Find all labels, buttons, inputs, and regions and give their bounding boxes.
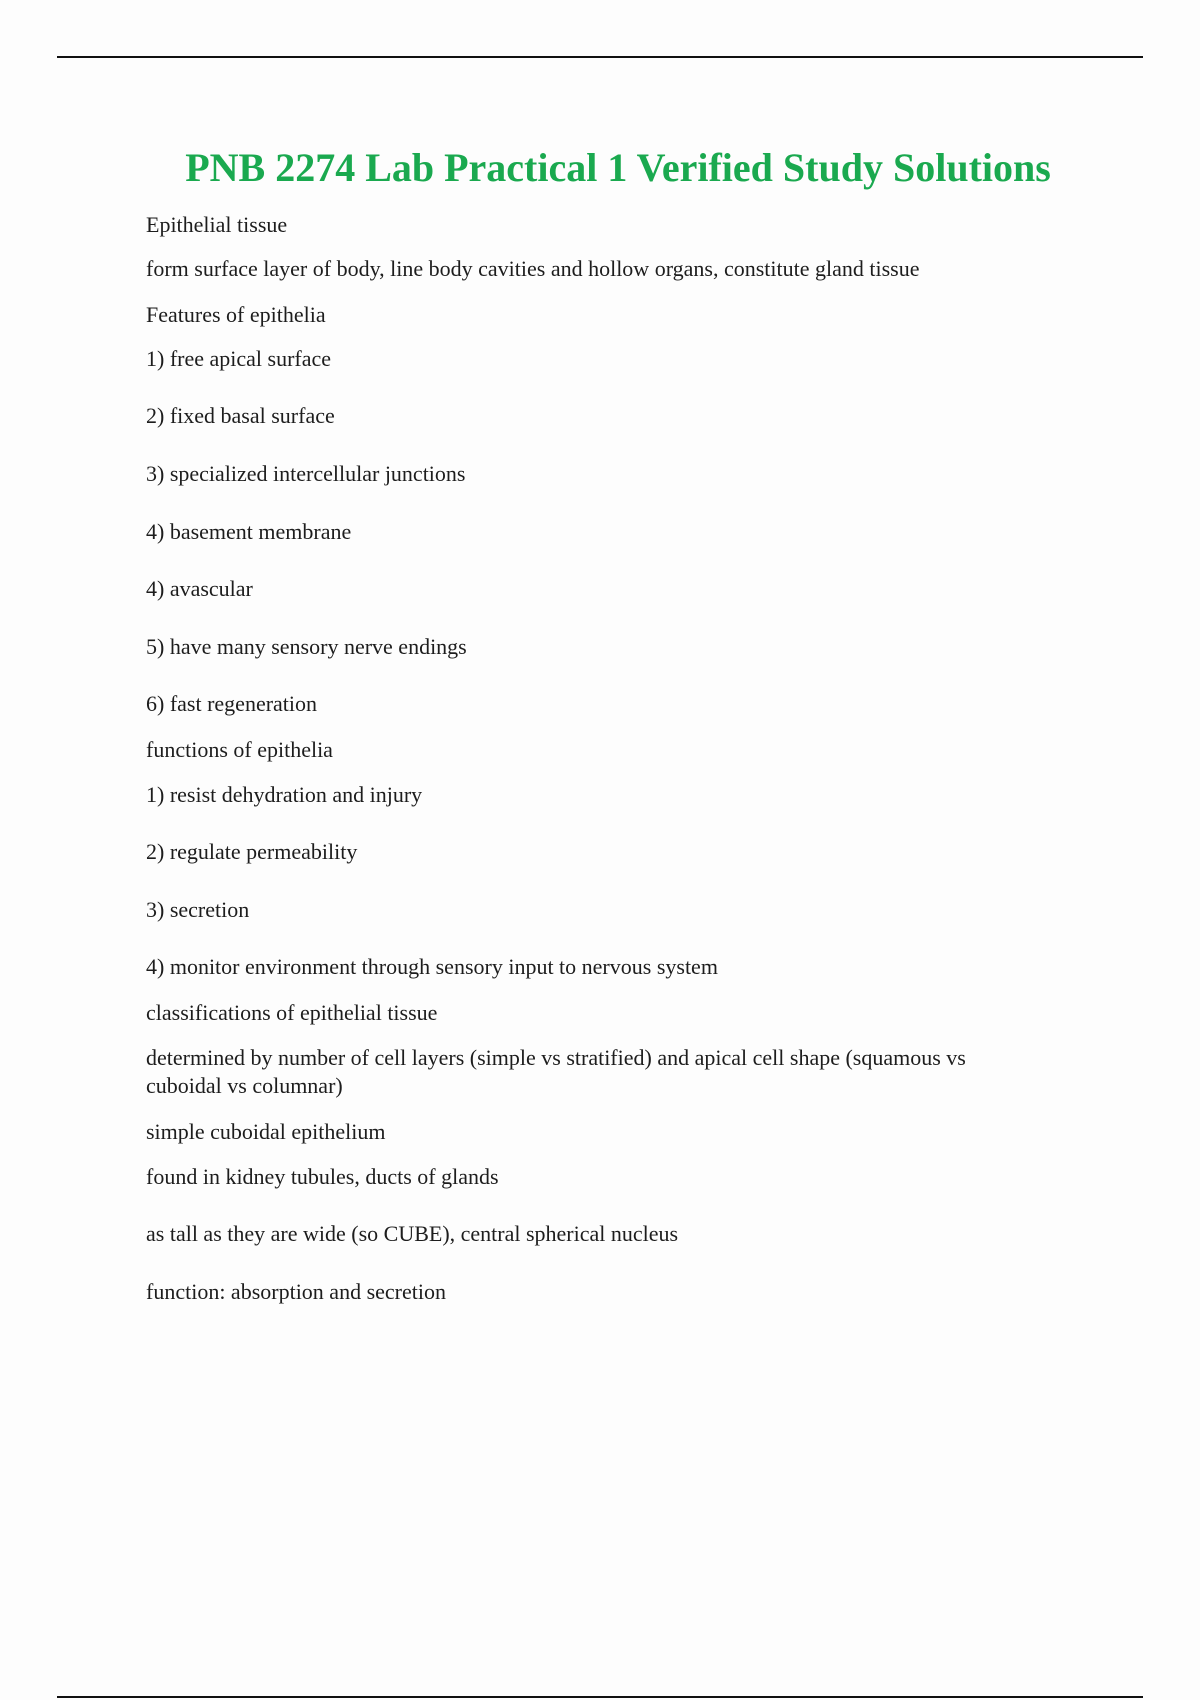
definition-epithelial-tissue: form surface layer of body, line body cavities and hollow organs, constitute gland tissue: [146, 256, 920, 281]
term-simple-cuboidal-epithelium: simple cuboidal epithelium: [146, 1119, 386, 1144]
term-features-of-epithelia: Features of epithelia: [146, 302, 326, 327]
term-classifications: classifications of epithelial tissue: [146, 1000, 438, 1025]
feature-item: 2) fixed basal surface: [146, 403, 335, 428]
page-title: PNB 2274 Lab Practical 1 Verified Study Solutions: [185, 145, 1051, 190]
feature-item: 3) specialized intercellular junctions: [146, 461, 466, 486]
function-item: 4) monitor environment through sensory input to nervous system: [146, 954, 718, 979]
function-item: 2) regulate permeability: [146, 839, 358, 864]
feature-item: 4) basement membrane: [146, 519, 352, 544]
feature-item: 6) fast regeneration: [146, 691, 318, 716]
definition-classifications: determined by number of cell layers (simple vs stratified) and apical cell shape (squamous vs cuboidal vs columnar): [146, 1045, 966, 1098]
definition-function: function: absorption and secretion: [146, 1279, 446, 1304]
function-item: 3) secretion: [146, 897, 250, 922]
feature-item: 1) free apical surface: [146, 346, 332, 371]
definition-location: found in kidney tubules, ducts of glands: [146, 1164, 499, 1189]
feature-item: 5) have many sensory nerve endings: [146, 634, 467, 659]
term-epithelial-tissue: Epithelial tissue: [146, 212, 288, 237]
term-functions-of-epithelia: functions of epithelia: [146, 737, 333, 762]
feature-item: 4) avascular: [146, 576, 253, 601]
bottom-rule: [57, 1696, 1143, 1698]
definition-shape: as tall as they are wide (so CUBE), central spherical nucleus: [146, 1221, 679, 1246]
top-rule: [57, 56, 1143, 58]
function-item: 1) resist dehydration and injury: [146, 782, 423, 807]
